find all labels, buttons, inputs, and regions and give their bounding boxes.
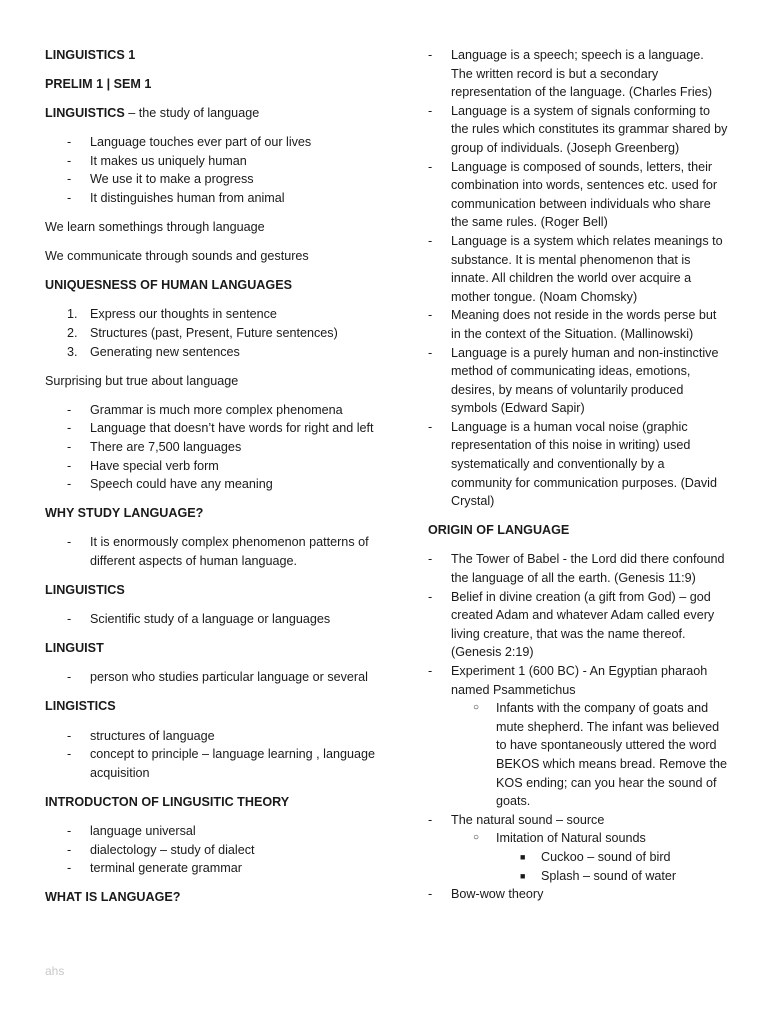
list-item bbox=[428, 232, 728, 306]
circle-bullet-icon: ○ bbox=[473, 702, 480, 714]
section-heading-uniqueness: UNIQUESNESS OF HUMAN LANGUAGES bbox=[45, 278, 292, 293]
list-item-text: language universal bbox=[90, 823, 196, 838]
definition-term: LINGUISTICS bbox=[45, 106, 125, 121]
dash-bullet: - bbox=[428, 664, 433, 678]
list-item-text: person who studies particular language or several bbox=[90, 670, 368, 685]
language-definitions-list bbox=[428, 46, 728, 511]
why-list bbox=[45, 533, 375, 570]
square-bullet-icon: ■ bbox=[520, 870, 526, 881]
dash-bullet: - bbox=[428, 159, 433, 174]
list-item bbox=[428, 885, 728, 904]
list-item-text: It makes us uniquely human bbox=[90, 153, 247, 168]
list-item bbox=[45, 343, 375, 362]
left-column bbox=[45, 46, 375, 917]
square-bullet-icon: ■ bbox=[520, 851, 526, 862]
dash-bullet: - bbox=[67, 670, 72, 685]
list-item-text: Meaning does not reside in the words perse but in the context of the Situation. (Mallinowski) bbox=[451, 308, 717, 341]
uniqueness-list bbox=[45, 305, 375, 361]
list-item-text: structures of language bbox=[90, 728, 215, 743]
list-item-text: Generating new sentences bbox=[90, 344, 240, 359]
list-item-text: Experiment 1 (600 BC) - An Egyptian pharaoh named Psammetichus bbox=[451, 664, 708, 697]
list-item-text: Language that doesn’t have words for right and left bbox=[90, 421, 374, 436]
natural-examples-list bbox=[496, 848, 728, 885]
list-item bbox=[45, 133, 375, 152]
list-number: 3. bbox=[67, 344, 78, 359]
list-item-text: There are 7,500 languages bbox=[90, 440, 242, 454]
list-item-text: Splash – sound of water bbox=[541, 868, 677, 883]
dash-bullet: - bbox=[428, 345, 433, 360]
dash-bullet: - bbox=[67, 861, 72, 876]
section-heading-linguist: LINGUIST bbox=[45, 641, 104, 656]
list-item bbox=[45, 610, 375, 629]
dash-bullet: - bbox=[67, 823, 72, 838]
list-number: 2. bbox=[67, 326, 78, 341]
list-item-text: Imitation of Natural sounds bbox=[496, 831, 646, 846]
list-number: 1. bbox=[67, 307, 78, 322]
list-item-text: Language is a speech; speech is a language. The written record is but a secondary representation of the language. (Charles Fries) bbox=[451, 48, 713, 100]
section-heading-why-study: WHY STUDY LANGUAGE? bbox=[45, 506, 204, 521]
list-item bbox=[428, 46, 728, 102]
theory-list bbox=[45, 822, 375, 878]
dash-bullet: - bbox=[428, 103, 433, 118]
list-item bbox=[428, 344, 728, 418]
dash-bullet: - bbox=[428, 812, 433, 827]
experiment-sublist bbox=[451, 699, 728, 811]
section-heading-origin: ORIGIN OF LANGUAGE bbox=[428, 523, 570, 538]
list-item-text: Structures (past, Present, Future sentences) bbox=[90, 326, 338, 341]
dash-bullet: - bbox=[67, 612, 72, 627]
list-item bbox=[45, 859, 375, 878]
lingistics-list bbox=[45, 727, 375, 783]
section-heading-what-is-language: WHAT IS LANGUAGE? bbox=[45, 890, 181, 905]
dash-bullet: - bbox=[67, 153, 72, 168]
sub-list-item bbox=[451, 829, 728, 885]
list-item-text: Language is a human vocal noise (graphic representation of this noise in writing) used systematically and conventionally by a community for communication purposes. (David Crystal) bbox=[451, 419, 717, 509]
list-item-text: The Tower of Babel - the Lord did there confound the language of all the earth. (Genesis 11:9) bbox=[451, 552, 725, 586]
list-item-text: Have special verb form bbox=[90, 458, 219, 473]
list-item-text: Language touches ever part of our lives bbox=[90, 135, 312, 150]
dash-bullet: - bbox=[428, 233, 433, 248]
section-heading-linguistics: LINGUISTICS bbox=[45, 583, 125, 598]
natural-sound-sublist bbox=[451, 829, 728, 885]
list-item bbox=[428, 306, 728, 343]
list-item bbox=[45, 668, 375, 687]
document-subtitle: PRELIM 1 | SEM 1 bbox=[45, 77, 152, 92]
list-item-text: Express our thoughts in sentence bbox=[90, 307, 277, 322]
list-item-text: We use it to make a progress bbox=[90, 172, 254, 187]
list-item-text: It distinguishes human from animal bbox=[90, 191, 285, 206]
list-item bbox=[428, 662, 728, 811]
list-item-text: Scientific study of a language or languages bbox=[90, 612, 331, 627]
linguistics-definition bbox=[45, 104, 375, 123]
dash-bullet: - bbox=[67, 421, 72, 436]
list-item-text: It is enormously complex phenomenon patterns of different aspects of human language. bbox=[90, 535, 369, 568]
dash-bullet: - bbox=[67, 842, 72, 857]
list-item bbox=[428, 158, 728, 232]
sub-sub-list-item bbox=[496, 867, 728, 886]
list-item bbox=[45, 324, 375, 343]
paragraph: Surprising but true about language bbox=[45, 373, 239, 388]
list-item bbox=[45, 533, 375, 570]
list-item bbox=[45, 475, 375, 494]
linguist-list bbox=[45, 668, 375, 687]
list-item bbox=[428, 811, 728, 885]
list-item-text: Language is a system which relates meanings to substance. It is mental phenomenon that is innate. All children the world over acquire a mother tongue. (Noam Chomsky) bbox=[451, 233, 723, 304]
list-item bbox=[45, 170, 375, 189]
dash-bullet: - bbox=[428, 589, 433, 604]
definition-text: – the study of language bbox=[124, 106, 260, 121]
paragraph: We learn somethings through language bbox=[45, 220, 265, 235]
page-footer-initials: ahs bbox=[45, 964, 65, 978]
dash-bullet: - bbox=[67, 402, 72, 417]
list-item-text: Bow-wow theory bbox=[451, 887, 544, 902]
list-item bbox=[45, 727, 375, 746]
section-heading-linguistic-theory: INTRODUCTON OF LINGUSITIC THEORY bbox=[45, 794, 290, 809]
origin-list bbox=[428, 550, 728, 903]
dash-bullet: - bbox=[67, 458, 72, 473]
list-item-text: Speech could have any meaning bbox=[90, 477, 273, 492]
dash-bullet: - bbox=[67, 747, 72, 762]
list-item bbox=[428, 588, 728, 662]
dash-bullet: - bbox=[428, 419, 433, 434]
list-item-text: Grammar is much more complex phenomena bbox=[90, 402, 343, 417]
list-item bbox=[45, 189, 375, 208]
list-item-text: concept to principle – language learning , language acquisition bbox=[90, 747, 375, 780]
list-item bbox=[45, 841, 375, 860]
right-column bbox=[428, 46, 728, 914]
list-item bbox=[45, 457, 375, 476]
section-heading-lingistics: LINGISTICS bbox=[45, 699, 116, 714]
intro-list bbox=[45, 133, 375, 207]
list-item bbox=[45, 401, 375, 420]
dash-bullet: - bbox=[428, 48, 433, 62]
list-item-text: Language is a system of signals conforming to the rules which constitutes its grammar shared by group of individuals. (Joseph Greenberg) bbox=[451, 103, 728, 155]
list-item bbox=[45, 419, 375, 438]
list-item-text: The natural sound – source bbox=[451, 812, 605, 827]
list-item bbox=[45, 438, 375, 457]
dash-bullet: - bbox=[67, 172, 72, 187]
surprising-list bbox=[45, 401, 375, 494]
list-item-text: Language is a purely human and non-instinctive method of communicating ideas, emotions, desires, by means of voluntarily produced symbols (Edward Sapir) bbox=[451, 345, 719, 416]
circle-bullet-icon: ○ bbox=[473, 832, 480, 844]
list-item bbox=[428, 418, 728, 511]
list-item-text: Belief in divine creation (a gift from God) – god created Adam and whatever Adam called every living creature, that was the name thereof. (Genesis 2:19) bbox=[451, 589, 715, 660]
list-item bbox=[428, 550, 728, 587]
linguistics-list bbox=[45, 610, 375, 629]
list-item-text: terminal generate grammar bbox=[90, 861, 242, 876]
dash-bullet: - bbox=[67, 477, 72, 492]
dash-bullet: - bbox=[428, 887, 433, 902]
document-title: LINGUISTICS 1 bbox=[45, 48, 136, 62]
list-item bbox=[45, 305, 375, 324]
list-item-text: Cuckoo – sound of bird bbox=[541, 849, 671, 864]
list-item bbox=[45, 822, 375, 841]
list-item bbox=[45, 745, 375, 782]
dash-bullet: - bbox=[428, 552, 433, 567]
list-item-text: Language is composed of sounds, letters, their combination into words, sentences etc. used for communication between individuals who share the same rules. (Roger Bell) bbox=[451, 159, 718, 230]
list-item bbox=[428, 102, 728, 158]
dash-bullet: - bbox=[67, 728, 72, 743]
dash-bullet: - bbox=[67, 440, 72, 454]
dash-bullet: - bbox=[67, 135, 72, 150]
dash-bullet: - bbox=[67, 191, 72, 206]
paragraph: We communicate through sounds and gestures bbox=[45, 249, 309, 264]
sub-sub-list-item bbox=[496, 848, 728, 867]
dash-bullet: - bbox=[428, 308, 433, 323]
list-item bbox=[45, 152, 375, 171]
dash-bullet: - bbox=[67, 535, 72, 550]
sub-list-item bbox=[451, 699, 728, 811]
list-item-text: dialectology – study of dialect bbox=[90, 842, 255, 857]
list-item-text: Infants with the company of goats and mute shepherd. The infant was believed to have spontaneously uttered the word BEKOS which means bread. Remove the KOS ending; can you hear the sound of goats. bbox=[496, 701, 727, 809]
